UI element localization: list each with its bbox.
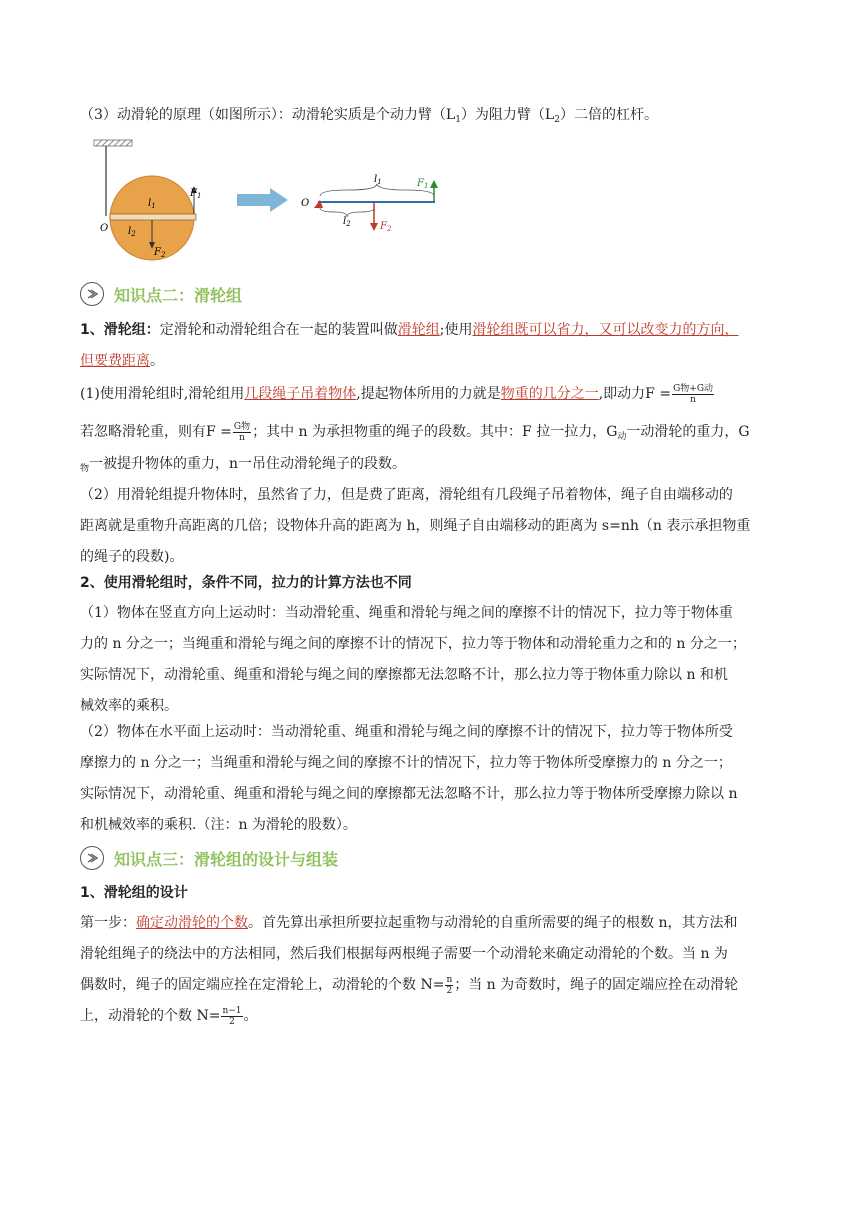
lever-label-f1: $F_1$ [417,178,429,190]
fraction-odd [221,1006,242,1027]
section-title: 知识点二：滑轮组 [114,285,243,305]
text-part: 上，动滑轮的个数 N= [80,1008,221,1024]
subscript: 物 [80,464,90,474]
fraction-denominator: 2 [229,1016,235,1027]
label-f1: $F_1$ [190,188,202,200]
lever-label-f2: $F_2$ [380,221,392,233]
subscript: 2 [554,115,560,125]
label-o: O [100,223,109,234]
fraction-numerator: G物+G动 [673,383,714,394]
pulley-group-distance [80,480,810,573]
text-line: 的绳子的段数)。 [80,549,184,565]
text-line: 实际情况下，动滑轮重、绳重和滑轮与绳之间的摩擦都无法忽略不计，那么拉力等于物体所受摩擦力除以 n [80,786,738,802]
lever-f1-arrowhead [430,180,438,188]
fraction-numerator: n−1 [222,1005,242,1016]
fraction-denominator: n [239,432,245,443]
lever-label-l1: $l_1$ [374,174,382,186]
lead-label: 1、滑轮组： [80,322,160,338]
highlight-term: 但要费距离 [80,353,150,369]
label-l1: $l_1$ [148,198,156,210]
pulley-group-formula-note [80,417,810,453]
lever-bar [110,214,196,220]
section-chevron-icon [80,846,104,870]
text-line: 距离就是重物升高距离的几倍；设物体升高的距离为 h，则绳子自由端移动的距离为 s=nh（n 表示承担物重 [80,518,751,534]
movable-pulley-figure [90,138,450,268]
text-part: ）二倍的杠杆。 [559,107,658,123]
fraction-force-simple [233,422,251,443]
text-part: ；当 n 为奇数时，绳子的固定端应拴在动滑轮 [454,977,739,993]
highlight-term: 滑轮组既可以省力，又可以改变力的方向， [472,322,739,338]
text-line: （2）用滑轮组提升物体时，虽然省了力，但是费了距离，滑轮组有几段绳子吊着物体，绳子自由端移动的 [80,487,733,503]
fraction-numerator: n [446,974,453,985]
section-chevron-icon [80,282,104,306]
lever-label-o: O [301,198,310,209]
fraction-numerator: G物 [233,421,251,432]
transition-arrow-icon [237,188,288,212]
fraction-denominator: n [690,394,696,405]
pulley-group-definition [80,315,810,377]
text-part: 偶数时，绳子的固定端应拴在定滑轮上，动滑轮的个数 N= [80,977,445,993]
lever-label-l2: $l_2$ [343,216,351,228]
text-line: 力的 n 分之一；当绳重和滑轮与绳之间的摩擦不计的情况下，拉力等于物体和动滑轮重力之和的 n 分之一； [80,636,746,652]
text-part: 。首先算出承担所要拉起重物与动滑轮的自重所需要的绳子的根数 n，其方法和 [248,915,738,931]
section-title: 知识点三：滑轮组的设计与组装 [114,849,339,869]
highlight-term: 几段绳子吊着物体 [244,386,357,402]
section-heading-3 [80,843,338,873]
vertical-motion-text [80,598,810,722]
horizontal-motion-text [80,717,810,841]
text-part: ;使用 [439,322,473,338]
text-part: （3）动滑轮的原理（如图所示）：动滑轮实质是个动力臂（L [80,107,456,123]
fraction-denominator: 2 [446,985,453,996]
highlight-term: 物重的几分之一 [500,386,599,402]
pulley-force-calc-heading: 2、使用滑轮组时，条件不同，拉力的计算方法也不同 [80,575,412,591]
text-line: 摩擦力的 n 分之一；当绳重和滑轮与绳之间的摩擦不计的情况下，拉力等于物体所受摩擦力的 n 分之一； [80,755,732,771]
pulley-design-text [80,908,810,1032]
text-line: 实际情况下，动滑轮重、绳重和滑轮与绳之间的摩擦都无法忽略不计，那么拉力等于物体重力除以 n 和机 [80,667,728,683]
text-part: 定滑轮和动滑轮组合在一起的装置叫做 [159,322,398,338]
subscript: 动 [617,432,627,442]
subscript: 1 [455,115,461,125]
text-part: ）为阻力臂（L [460,107,555,123]
highlight-term: 滑轮组 [397,322,440,338]
text-part: (1)使用滑轮组时,滑轮组用 [80,386,245,402]
pulley-principle-text [80,100,810,136]
pulley-design-heading: 1、滑轮组的设计 [80,885,188,901]
text-part: ；其中 n 为承担物重的绳子的段数。其中：F 拉一拉力，G [252,424,618,440]
text-part: 。 [150,353,164,369]
text-line: 械效率的乘积。 [80,698,178,714]
brace-l2 [320,208,374,217]
lever-f2-arrowhead [370,223,378,231]
label-l2: $l_2$ [128,226,136,238]
highlight-term: 确定动滑轮的个数 [136,915,248,931]
text-part: 第一步： [80,915,136,931]
text-part: 一被提升物体的重力，n一吊住动滑轮绳子的段数。 [89,456,407,472]
text-part: ,即动力F = [598,386,672,402]
pulley-group-usage [80,379,810,410]
text-part: 。 [243,1008,258,1024]
fraction-even [445,975,453,996]
fraction-force [672,384,714,405]
text-line: （2）物体在水平面上运动时：当动滑轮重、绳重和滑轮与绳之间的摩擦不计的情况下，拉力等于物体所受 [80,724,733,740]
text-part: ,提起物体所用的力就是 [356,386,501,402]
label-f2: $F_2$ [154,247,166,259]
text-part: 一动滑轮的重力，G [626,424,750,440]
text-line: （1）物体在竖直方向上运动时：当动滑轮重、绳重和滑轮与绳之间的摩擦不计的情况下，拉力等于物体重 [80,605,733,621]
text-line: 滑轮组绳子的绕法中的方法相同，然后我们根据每两根绳子需要一个动滑轮来确定动滑轮的个数。当 n 为 [80,946,728,962]
section-heading-2 [80,279,242,309]
text-part: 若忽略滑轮重，则有F = [80,424,232,440]
text-line: 和机械效率的乘积.（注：n 为滑轮的股数）。 [80,817,357,833]
